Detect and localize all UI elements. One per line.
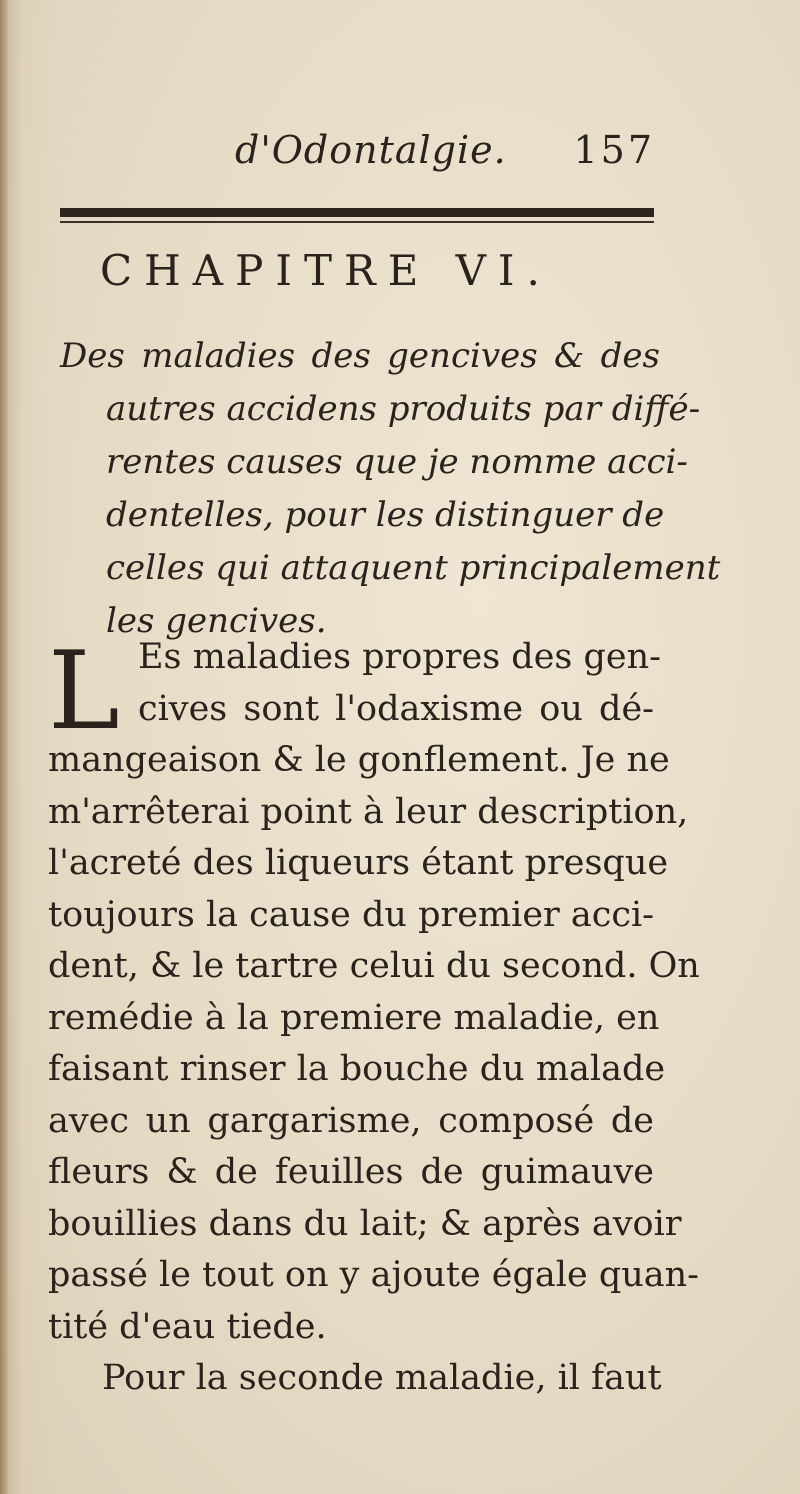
text-line: remédie à la premiere maladie, en	[48, 997, 660, 1038]
body-text	[48, 735, 700, 1405]
running-head-title: d'Odontalgie.	[235, 128, 507, 172]
text-line: Es maladies propres des gen-	[138, 637, 661, 677]
text-line: tité d'eau tiede.	[48, 1306, 327, 1347]
summary-line: dentelles, pour les distinguer de	[106, 495, 665, 535]
summary-line: autres accidens produits par diffé-	[106, 389, 701, 429]
text-line: mangeaison & le gonflement. Je ne	[48, 740, 670, 780]
running-head	[235, 128, 655, 178]
header-rule-thin	[60, 221, 654, 223]
text-line: dent, & le tartre celui du second. On	[48, 946, 700, 986]
summary-line: celles qui attaquent principalement	[106, 548, 721, 588]
text-line: cives sont l'odaxisme ou dé-	[138, 688, 654, 729]
text-line: l'acreté des liqueurs étant presque	[48, 843, 669, 883]
text-line: bouillies dans du lait; & après avoir	[48, 1203, 682, 1244]
summary-line: les gencives.	[106, 601, 327, 641]
text-line: m'arrêterai point à leur description,	[48, 791, 689, 832]
summary-line: Des maladies des gencives & des	[60, 336, 660, 376]
text-line: fleurs & de feuilles de guimauve	[48, 1152, 654, 1192]
summary-line: rentes causes que je nomme acci-	[106, 442, 688, 482]
page-number: 157	[573, 128, 655, 172]
page-gutter-shadow	[0, 0, 8, 1494]
text-line: avec un gargarisme, composé de	[48, 1100, 654, 1141]
header-rule-thick	[60, 208, 654, 217]
text-line: faisant rinser la bouche du malade	[48, 1049, 666, 1089]
text-line: toujours la cause du premier acci-	[48, 894, 654, 935]
opening-lines	[138, 632, 661, 735]
text-line: passé le tout on y ajoute égale quan-	[48, 1255, 700, 1295]
chapter-heading: CHAPITRE VI.	[100, 246, 552, 295]
drop-cap: L	[48, 629, 120, 754]
text-line: Pour la seconde maladie, il faut	[102, 1358, 662, 1398]
chapter-summary	[60, 330, 721, 648]
